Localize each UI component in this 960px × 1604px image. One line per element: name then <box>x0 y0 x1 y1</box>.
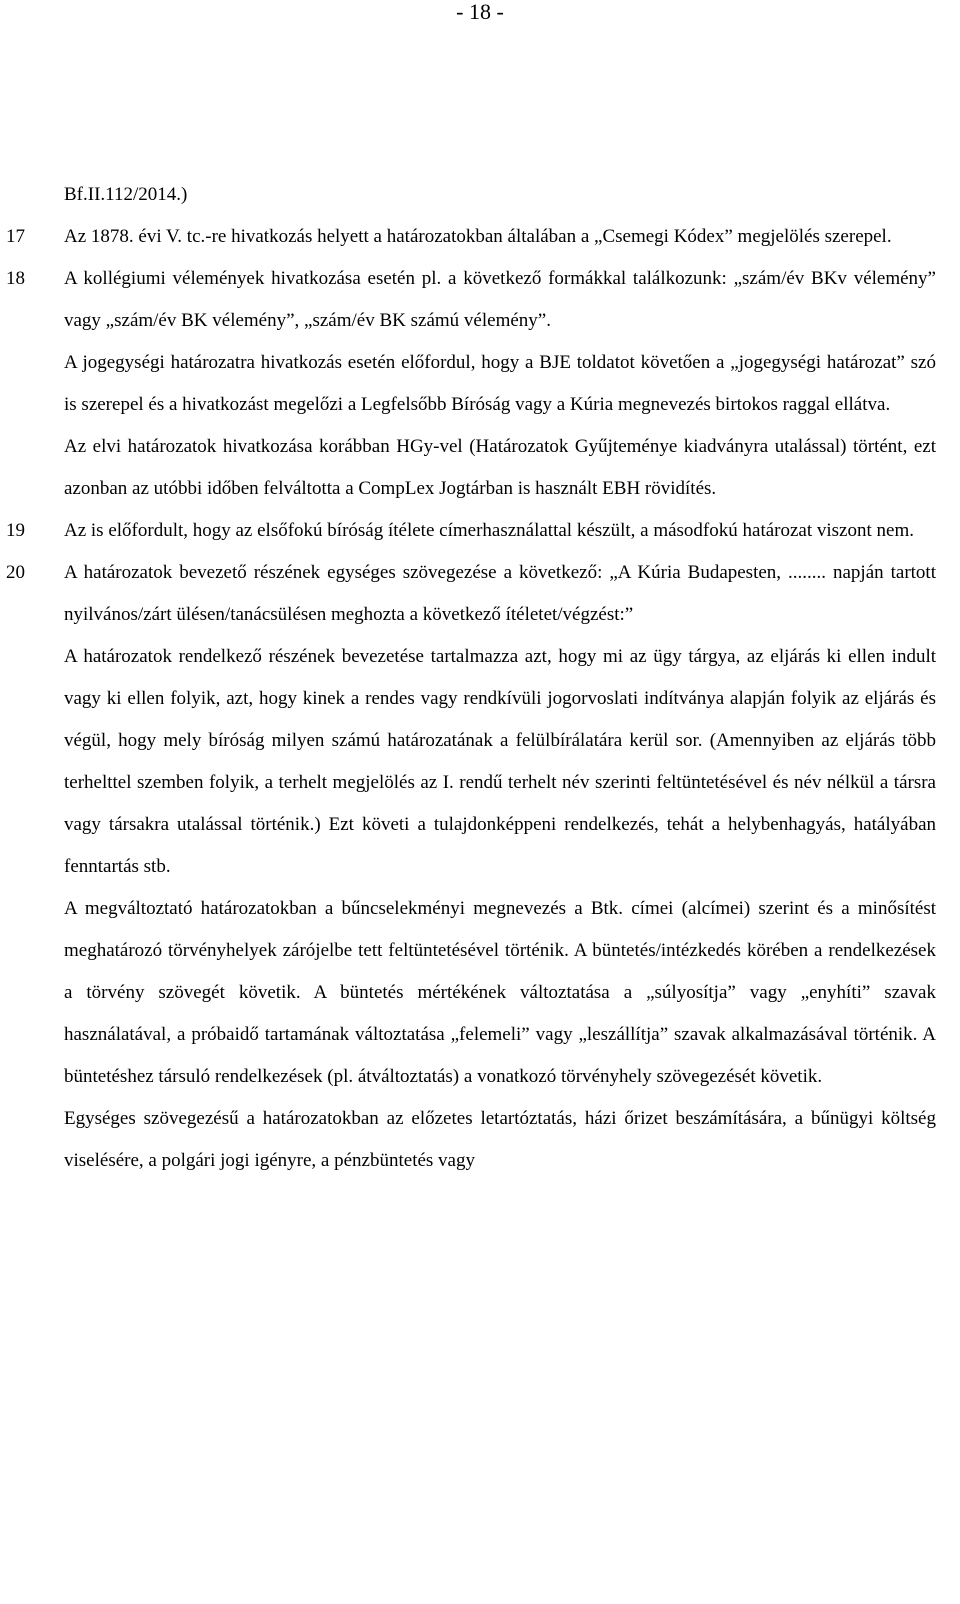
footnote-20-paragraph-4: Egységes szövegezésű a határozatokban az előzetes letartóztatás, házi őrizet beszámítására, a bűnügyi költség viselésére, a polgári jogi igényre, a pénzbüntetés vagy <box>64 1108 936 1171</box>
footnote-20-paragraph-2: A határozatok rendelkező részének bevezetése tartalmazza azt, hogy mi az ügy tárgya, az eljárás ki ellen indult vagy ki ellen folyik, azt, hogy kinek a rendes vagy rendkívüli jogorvoslati indítványa alapján folyik az eljárás és végül, hogy mely bíróság milyen számú határozatának a felülbírálatára kerül sor. (Amennyiben az eljárás több terhelttel szemben folyik, a terhelt megjelölés az I. rendű terhelt név szerinti feltüntetésével és név nélkül a társra vagy társakra utalással történik.) Ezt követi a tulajdonképpeni rendelkezés, tehát a helybenhagyás, hatályában fenntartás stb. <box>64 646 936 877</box>
page-number: - 18 - <box>456 0 504 24</box>
footnote-20-paragraph-1: A határozatok bevezető részének egységes szövegezése a következő: „A Kúria Budapesten, ........ napján tartott nyilvános/zárt ülésen/tanácsülésen meghozta a következő ítéletet/végzést:” <box>64 562 936 625</box>
footnote-20 <box>0 552 960 1182</box>
document-body <box>0 174 960 1182</box>
footnote-20-paragraph-3: A megváltoztató határozatokban a bűncselekményi megnevezés a Btk. címei (alcímei) szerint és a minősítést meghatározó törvényhelyek zárójelbe tett feltüntetésével történik. A büntetés/intézkedés körében a rendelkezések a törvény szövegét követik. A büntetés mértékének változtatása a „súlyosítja” vagy „enyhíti” szavak használatával, a próbaidő tartamának változtatása „felemeli” vagy „leszállítja” szavak alkalmazásával történik. A büntetéshez társuló rendelkezések (pl. átváltoztatás) a vonatkozó törvényhely szövegezését követik. <box>64 898 936 1087</box>
footnote-number: 18 <box>6 268 25 289</box>
footnote-19-paragraph-1: Az is előfordult, hogy az elsőfokú bíróság ítélete címerhasználattal készült, a másodfokú határozat viszont nem. <box>64 520 914 541</box>
footnote-18-paragraph-1: A kollégiumi vélemények hivatkozása esetén pl. a következő formákkal találkozunk: „szám/év BKv vélemény” vagy „szám/év BK vélemény”, „szám/év BK számú vélemény”. <box>64 268 936 331</box>
footnote-19 <box>0 510 960 552</box>
footnote-number: 19 <box>6 520 25 541</box>
continuation-entry <box>0 174 960 216</box>
footnote-18 <box>0 258 960 510</box>
footnote-number: 20 <box>6 562 25 583</box>
footnote-17-paragraph-1: Az 1878. évi V. tc.-re hivatkozás helyett a határozatokban általában a „Csemegi Kódex” megjelölés szerepel. <box>64 226 892 247</box>
footnote-18-paragraph-2: A jogegységi határozatra hivatkozás esetén előfordul, hogy a BJE toldatot követően a „jogegységi határozat” szó is szerepel és a hivatkozást megelőzi a Legfelsőbb Bíróság vagy a Kúria megnevezés birtokos raggal ellátva. <box>64 352 936 415</box>
footnote-17 <box>0 216 960 258</box>
footnote-18-paragraph-3: Az elvi határozatok hivatkozása korábban HGy-vel (Határozatok Gyűjteménye kiadványra utalással) történt, ezt azonban az utóbbi időben felváltotta a CompLex Jogtárban is használt EBH rövidítés. <box>64 436 936 499</box>
continuation-paragraph: Bf.II.112/2014.) <box>64 184 188 205</box>
footnote-number: 17 <box>6 226 25 247</box>
